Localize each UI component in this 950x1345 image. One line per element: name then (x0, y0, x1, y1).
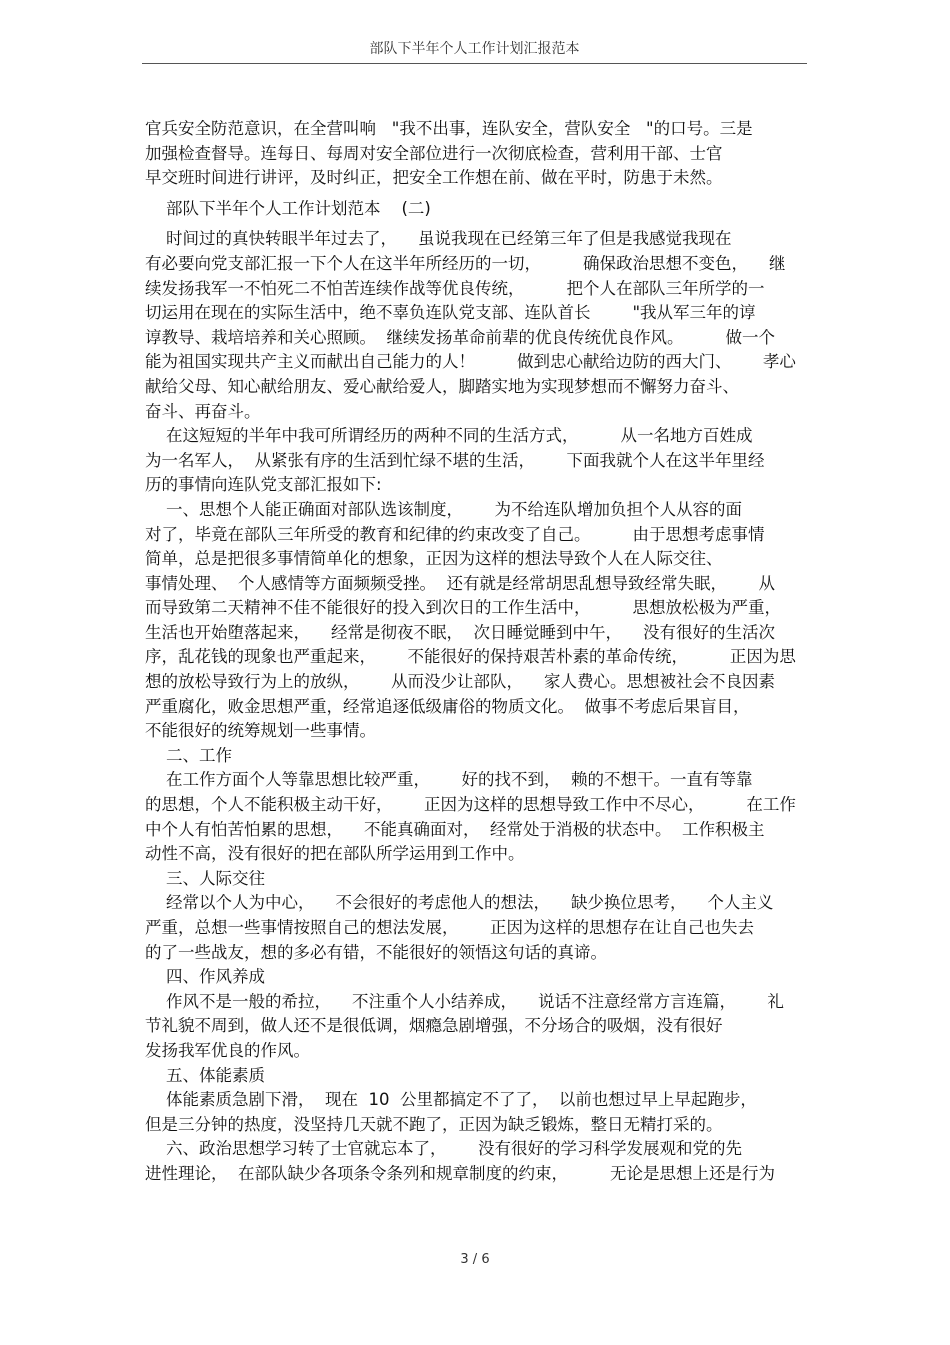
text-line: 历的事情向连队党支部汇报如下: (145, 475, 382, 495)
subheading: 三、人际交往 (145, 868, 265, 888)
text-line: 序，乱花钱的现象也严重起来， 不能很好的保持艰苦朴素的革命传统， 正因为思 (145, 647, 796, 667)
text-line: 简单，总是把很多事情简单化的想象，正因为这样的想法导致个人在人际交往、 (145, 549, 723, 569)
subheading: 五、体能素质 (145, 1065, 265, 1085)
text-line: 进性理论， 在部队缺少各项条令条列和规章制度的约束， 无论是思想上还是行为 (145, 1163, 775, 1183)
text-line: 严重腐化，败金思想严重，经常追逐低级庸俗的物质文化。 做事不考虑后果盲目， (145, 696, 750, 716)
text-line: 的思想，个人不能积极主动干好， 正因为这样的思想导致工作中不尽心， 在工作 (145, 795, 796, 815)
text-line: 作风不是一般的希拉， 不注重个人小结养成， 说话不注意经常方言连篇， 礼 (145, 991, 784, 1011)
text-line: 体能素质急剧下滑， 现在 10 公里都搞定不了了， 以前也想过早上早起跑步， (145, 1090, 757, 1110)
text-line: 经常以个人为中心， 不会很好的考虑他人的想法， 缺少换位思考， 个人主义 (145, 893, 774, 913)
text-line: 为一名军人， 从紧张有序的生活到忙绿不堪的生活， 下面我就个人在这半年里经 (145, 450, 765, 470)
text-line: 中个人有怕苦怕累的思想， 不能真确面对， 经常处于消极的状态中。 工作积极主 (145, 819, 765, 839)
text-line: 但是三分钟的热度，没坚持几天就不跑了，正因为缺乏锻炼，整日无精打采的。 (145, 1114, 723, 1134)
text-line: 加强检查督导。连每日、每周对安全部位进行一次彻底检查，营利用干部、士官 (145, 143, 723, 163)
subheading: 四、作风养成 (145, 967, 265, 987)
text-line: 能为祖国实现共产主义而献出自己能力的人！ 做到忠心献给边防的西大门、 孝心 (145, 352, 796, 372)
page-number: 3 / 6 (460, 1252, 490, 1267)
text-line: 奋斗、再奋斗。 (145, 401, 261, 421)
text-line: 早交班时间进行讲评，及时纠正，把安全工作想在前、做在平时，防患于未然。 (145, 168, 723, 188)
text-line: 六、政治思想学习转了士官就忘本了， 没有很好的学习科学发展观和党的先 (145, 1139, 742, 1159)
text-line: 节礼貌不周到，做人还不是很低调，烟瘾急剧增强，不分场合的吸烟，没有很好 (145, 1016, 723, 1036)
text-line: 献给父母、知心献给朋友、爱心献给爱人，脚踏实地为实现梦想而不懈努力奋斗、 (145, 376, 739, 396)
report-body (145, 227, 807, 1186)
text-line: 发扬我军优良的作风。 (145, 1040, 310, 1060)
text-line: 一、思想个人能正确面对部队选该制度， 为不给连队增加负担个人从容的面 (145, 499, 742, 519)
section-title: 部队下半年个人工作计划范本 (二) (145, 198, 431, 218)
page-header-title: 部队下半年个人工作计划汇报范本 (369, 41, 580, 57)
text-line: 在这短短的半年中我可所谓经历的两种不同的生活方式， 从一名地方百姓成 (145, 426, 753, 446)
text-line: 切运用在现在的实际生活中，绝不辜负连队党支部、连队首长 "我从军三年的谆 (145, 303, 756, 323)
text-line: 生活也开始堕落起来， 经常是彻夜不眠， 次日睡觉睡到中午， 没有很好的生活次 (145, 622, 775, 642)
text-line: 续发扬我军一不怕死二不怕苦连续作战等优良传统， 把个人在部队三年所学的一 (145, 278, 765, 298)
text-line: 严重，总想一些事情按照自己的想法发展， 正因为这样的思想存在让自己也失去 (145, 918, 754, 937)
text-line: 而导致第二天精神不佳不能很好的投入到次日的工作生活中， 思想放松极为严重， (145, 598, 781, 618)
subheading: 二、工作 (145, 745, 232, 765)
text-line: 时间过的真快转眼半年过去了， 虽说我现在已经第三年了但是我感觉我现在 (145, 229, 732, 249)
header-divider (142, 63, 807, 64)
text-line: 动性不高，没有很好的把在部队所学运用到工作中。 (145, 844, 525, 864)
text-line: 官兵安全防范意识，在全营叫响 "我不出事，连队安全，营队安全 "的口号。三是 (145, 119, 753, 138)
paragraph-safety (145, 117, 807, 191)
text-line: 有必要向党支部汇报一下个人在这半年所经历的一切， 确保政治思想不变色， 继 (145, 253, 786, 273)
text-line: 不能很好的统筹规划一些事情。 (145, 721, 376, 741)
document-body (145, 117, 807, 1187)
text-line: 想的放松导致行为上的放纵， 从而没少让部队， 家人费心。思想被社会不良因素 (145, 672, 775, 692)
text-line: 在工作方面个人等靠思想比较严重， 好的找不到， 赖的不想干。一直有等靠 (145, 770, 753, 790)
text-line: 的了一些战友，想的多必有错，不能很好的领悟这句话的真谛。 (145, 942, 607, 962)
text-line: 谆教导、栽培培养和关心照顾。 继续发扬革命前辈的优良传统优良作风。 做一个 (145, 327, 775, 347)
text-line: 对了，毕竟在部队三年所受的教育和纪律的约束改变了自己。 由于思想考虑事情 (145, 524, 765, 544)
text-line: 事情处理、 个人感情等方面频频受挫。 还有就是经常胡思乱想导致经常失眠， 从 (145, 573, 775, 593)
